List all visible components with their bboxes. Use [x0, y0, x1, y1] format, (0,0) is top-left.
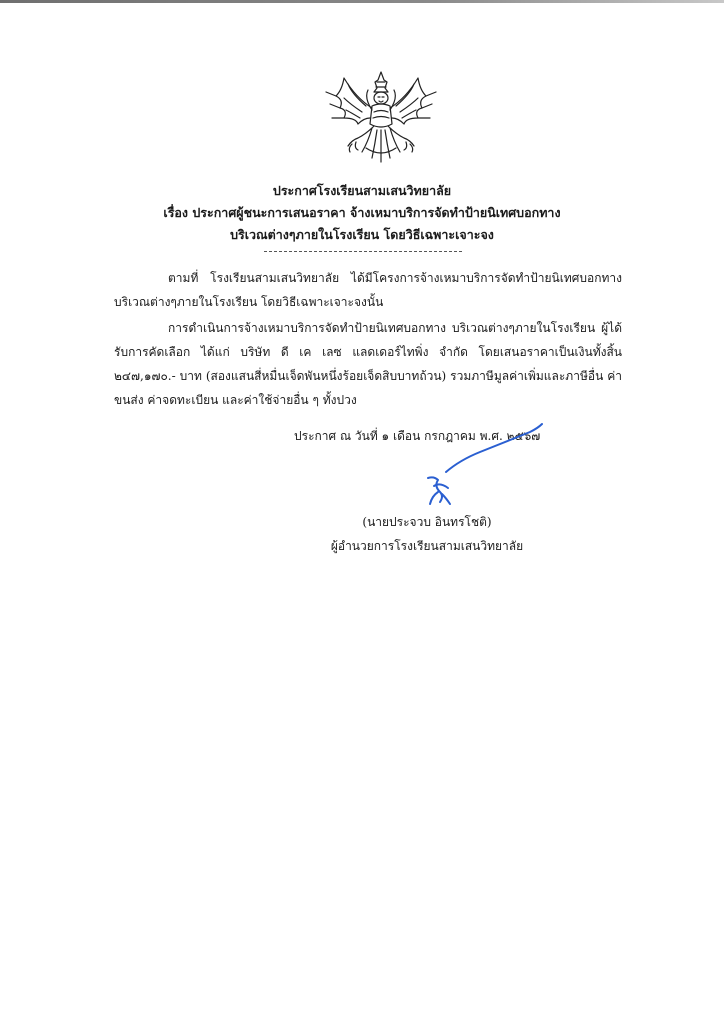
- separator-line: [264, 251, 462, 252]
- body-paragraph-1: ตามที่ โรงเรียนสามเสนวิทยาลัย ได้มีโครงการจ้างเหมาบริการจัดทำป้ายนิเทศบอกทาง บริเวณต่างๆภายในโรงเรียน โดยวิธีเฉพาะเจาะจงนั้น: [114, 271, 622, 309]
- body-paragraph-2: การดำเนินการจ้างเหมาบริการจัดทำป้ายนิเทศบอกทาง บริเวณต่างๆภายในโรงเรียน ผู้ได้รับการคัดเลือก ได้แก่ บริษัท ดี เค เลซ แลดเดอร์ไทพิ่ง จำกัด โดยเสนอราคาเป็นเงินทั้งสิ้น ๒๔๗,๑๗๐.- บาท (สองแสนสี่หมื่นเจ็ดพันหนึ่งร้อยเจ็ดสิบบาทถ้วน) รวมภาษีมูลค่าเพิ่มและภาษีอื่น ค่าขนส่ง ค่าจดทะเบียน และค่าใช้จ่ายอื่น ๆ ทั้งปวง: [114, 321, 622, 407]
- announcement-subject-continued: บริเวณต่างๆภายในโรงเรียน โดยวิธีเฉพาะเจาะจง: [230, 227, 494, 242]
- announcement-subject: เรื่อง ประกาศผู้ชนะการเสนอราคา จ้างเหมาบริการจัดทำป้ายนิเทศบอกทาง: [163, 205, 561, 220]
- announcement-title: ประกาศโรงเรียนสามเสนวิทยาลัย: [272, 183, 452, 198]
- announcement-date: ประกาศ ณ วันที่ ๑ เดือน กรกฎาคม พ.ศ. ๒๕๖๗: [294, 429, 541, 443]
- handwritten-signature: [420, 412, 570, 516]
- signer-name: (นายประจวบ อินทรโชติ): [362, 515, 492, 529]
- garuda-emblem-icon: [322, 68, 440, 168]
- signer-title: ผู้อำนวยการโรงเรียนสามเสนวิทยาลัย: [330, 539, 524, 553]
